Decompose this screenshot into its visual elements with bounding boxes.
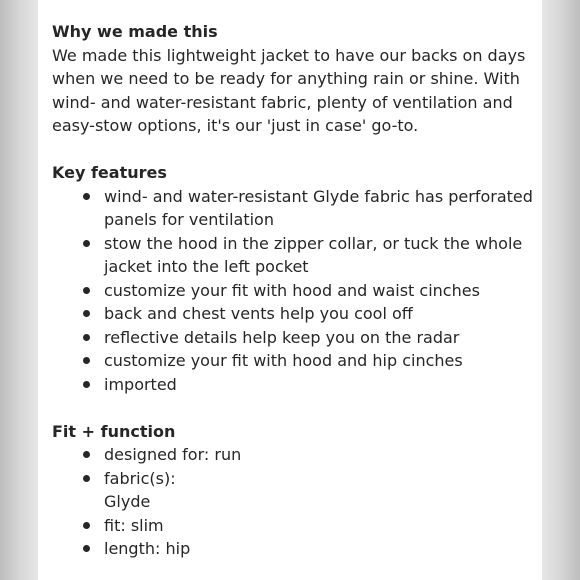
list-item-text-line: wind- and water-resistant Glyde fabric has perforated (104, 186, 533, 206)
list-item (52, 349, 534, 373)
list-item-text-line: customize your fit with hood and waist cinches (104, 280, 480, 300)
list-item (52, 326, 534, 350)
section-heading-why: Why we made this (52, 22, 218, 41)
bullet-icon (83, 451, 90, 458)
bullet-icon (83, 381, 90, 388)
bullet-icon (83, 522, 90, 529)
key-features-list (52, 185, 534, 397)
list-item (52, 443, 534, 467)
list-item-text-line: designed for: run (104, 445, 242, 464)
list-item (52, 514, 534, 538)
why-text-line-3: wind- and water-resistant fabric, plenty of ventilation and (52, 92, 513, 112)
why-text-line-1: We made this lightweight jacket to have our backs on days (52, 45, 526, 65)
section-spacer (52, 138, 534, 162)
list-item (52, 302, 534, 326)
list-item-text-line: length: hip (104, 539, 191, 558)
list-item-text-line: reflective details help keep you on the radar (104, 327, 460, 347)
photo-background-right (542, 0, 580, 580)
list-item (52, 373, 534, 397)
bullet-icon (83, 357, 90, 364)
photo-background-left (0, 0, 38, 580)
list-item-text-line: stow the hood in the zipper collar, or tuck the whole (104, 233, 523, 253)
list-item-text-line: Glyde (104, 492, 151, 511)
bullet-icon (83, 287, 90, 294)
bullet-icon (83, 334, 90, 341)
list-item-text-line: customize your fit with hood and hip cinches (104, 351, 463, 370)
bullet-icon (83, 475, 90, 482)
list-item (52, 185, 534, 232)
fit-function-list (52, 443, 534, 561)
key-features-section (52, 161, 534, 396)
list-item-text-line: fit: slim (104, 515, 164, 535)
fit-function-section (52, 420, 534, 561)
list-item-text-line: imported (104, 374, 177, 394)
list-item-text-line: jacket into the left pocket (104, 257, 309, 276)
section-heading-fit-function: Fit + function (52, 421, 176, 441)
product-description-card (38, 0, 542, 580)
list-item (52, 537, 534, 561)
section-spacer (52, 396, 534, 420)
list-item-text-line: fabric(s): (104, 468, 176, 488)
list-item-text-line: panels for ventilation (104, 210, 274, 229)
why-text-line-4: easy-stow options, it's our 'just in case' go-to. (52, 116, 419, 135)
why-text-line-2: when we need to be ready for anything rain or shine. With (52, 69, 520, 88)
why-we-made-this-section (52, 20, 534, 138)
list-item (52, 232, 534, 279)
list-item-text-line: back and chest vents help you cool off (104, 304, 413, 323)
bullet-icon (83, 545, 90, 552)
bullet-icon (83, 193, 90, 200)
list-item (52, 467, 534, 514)
bullet-icon (83, 310, 90, 317)
list-item (52, 279, 534, 303)
section-heading-key-features: Key features (52, 163, 167, 182)
bullet-icon (83, 240, 90, 247)
